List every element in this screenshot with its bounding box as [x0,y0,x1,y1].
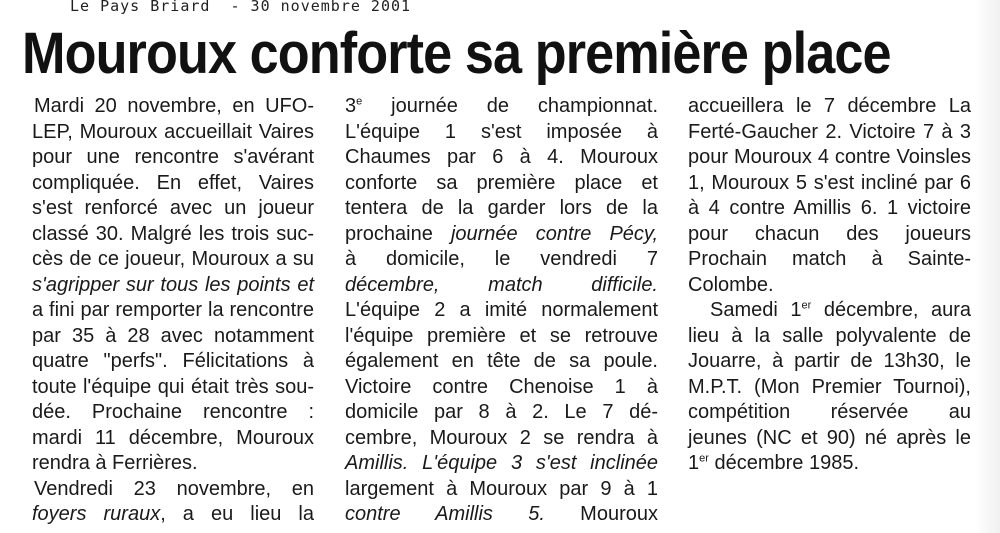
text-line: rendra à Ferrières. [32,452,198,474]
text-line: dée. Prochaine rencontre : [32,401,314,423]
text-line: classé 30. Malgré les trois suc- [32,222,314,245]
text-line: Jouarre, à partir de 13h30, le [688,350,971,372]
article-column-2 [345,94,658,528]
text-line: Mardi 20 novembre, en UFO- [34,95,314,117]
article-headline: Mouroux conforte sa première place [22,21,891,86]
text-line [345,273,658,299]
text-line: Prochain match à Sainte- [688,248,971,270]
text-line: L'équipe 2 a imité normalement [345,299,658,321]
text-line: LEP, Mouroux accueillait Vaires [32,120,314,143]
text-line: largement à Mouroux par 9 à 1 [345,477,658,500]
text-line: pour chacun des joueurs [688,222,971,245]
text-line: lieu à la salle polyvalente de [688,324,971,347]
text-line [32,273,314,299]
italic-text: foyers ruraux [32,503,161,525]
text-line: cès de ce joueur, Mouroux a su [32,248,314,270]
text-line: L'équipe 1 s'est imposée à [345,120,658,143]
text-line: 1er décembre 1985. [688,452,860,474]
text-line: Victoire contre Chenoise 1 à [345,375,658,398]
italic-text: s'agripper sur tous les points et [32,273,314,296]
text-line: tentera de la garder lors de la [345,197,658,219]
text-line: Vendredi 23 novembre, en [34,477,314,500]
text-line: pour une rencontre s'avérant [32,146,314,168]
ordinal-superscript: er [699,452,709,465]
ordinal-superscript: er [801,299,812,312]
text-line: a fini par remporter la rencontre [32,299,314,321]
text-line: domicile par 8 à 2. Le 7 dé- [345,401,658,423]
text-line: mardi 11 décembre, Mouroux [32,426,314,449]
text-line: Colombe. [688,273,774,296]
text-line: foyers ruraux, a eu lieu la [32,503,314,525]
text-line: accueillera le 7 décembre La [688,95,971,117]
text-line: compliquée. En effet, Vaires [32,171,314,194]
text-line: 3e journée de championnat. [345,95,658,117]
text-line: l'équipe première et se retrouve [345,324,658,347]
text-line [345,451,658,477]
text-line: quatre "perfs". Félicitations à [32,350,314,372]
text-line: 1, Mouroux 5 s'est incliné par 6 [688,171,971,194]
text-line: pour Mouroux 4 contre Voinsles [688,146,971,168]
text-line: Samedi 1er décembre, aura [710,299,971,321]
text-line: toute l'équipe qui était très sou- [32,375,314,398]
italic-text: décembre, match difficile. [345,273,658,296]
article-column-3 [688,94,971,477]
text-line: à 4 contre Amillis 6. 1 victoire [688,197,971,219]
ordinal-superscript: e [356,95,363,108]
italic-text: journée contre Pécy, [450,222,658,245]
text-line: contre Amillis 5. Mouroux [345,503,658,525]
text-line: M.P.T. (Mon Premier Tournoi), [688,375,971,398]
page-fold-shadow [974,0,1000,533]
text-line: Ferté-Gaucher 2. Victoire 7 à 3 [688,120,971,143]
text-line: à domicile, le vendredi 7 [345,248,658,270]
newspaper-source-line: Le Pays Briard - 30 novembre 2001 [70,0,412,15]
text-line: jeunes (NC et 90) né après le [688,426,971,449]
text-line: par 35 à 28 avec notamment [32,324,314,347]
text-line: s'est renforcé avec un joueur [32,197,314,219]
text-line: compétition réservée au [688,401,971,423]
text-line: prochaine journée contre Pécy, [345,222,658,245]
italic-text: contre Amillis 5. [345,503,545,525]
text-line: cembre, Mouroux 2 se rendra à [345,426,658,449]
article-column-1 [32,94,314,528]
text-line: également en tête de sa poule. [345,350,658,372]
text-line: conforte sa première place et [345,171,658,194]
text-line: Chaumes par 6 à 4. Mouroux [345,146,658,168]
italic-text: Amillis. L'équipe 3 s'est inclinée [345,452,658,474]
